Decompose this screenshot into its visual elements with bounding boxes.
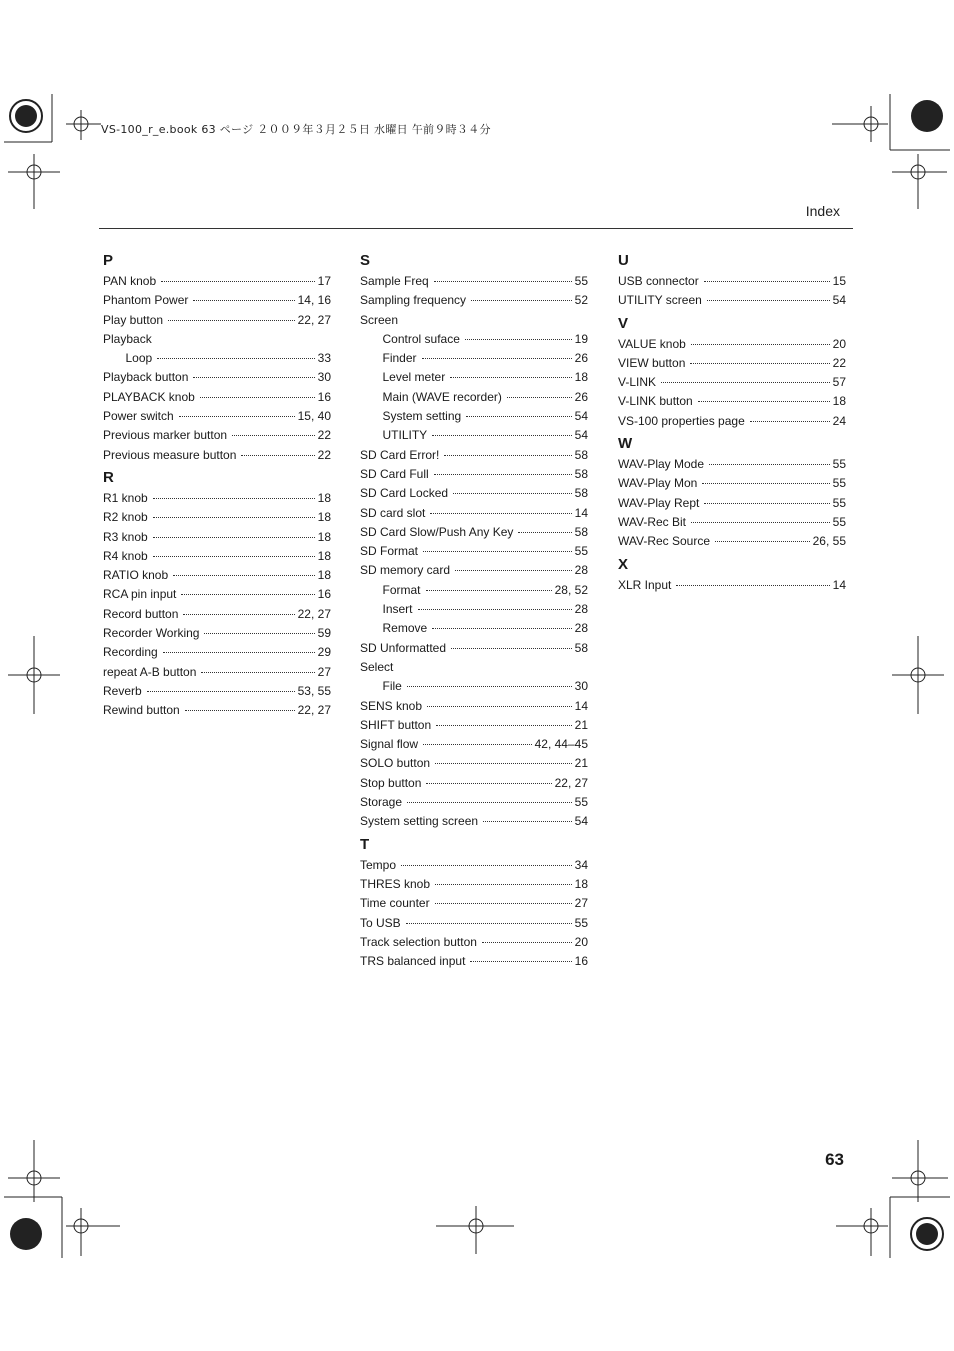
index-page-refs: 26 xyxy=(574,351,588,366)
dot-leader xyxy=(232,435,315,436)
index-page-refs: 55 xyxy=(832,495,846,510)
dot-leader xyxy=(715,541,810,542)
index-column-3 xyxy=(618,248,846,595)
index-page-refs: 24 xyxy=(832,413,846,428)
dot-leader xyxy=(157,358,314,359)
dot-leader xyxy=(709,464,830,465)
index-term: R2 knob xyxy=(103,510,148,525)
index-subentry xyxy=(360,619,588,638)
index-subentry xyxy=(360,677,588,696)
dot-leader xyxy=(436,725,571,726)
index-term: Recorder Working xyxy=(103,626,200,641)
index-term: VIEW button xyxy=(618,355,686,370)
index-page-refs: 34 xyxy=(574,857,588,872)
dot-leader xyxy=(153,498,315,499)
dot-leader xyxy=(434,474,572,475)
index-page-refs: 20 xyxy=(832,336,846,351)
index-term: SD Card Error! xyxy=(360,447,440,462)
index-entry xyxy=(103,407,331,426)
index-entry xyxy=(618,474,846,493)
index-page-refs: 29 xyxy=(317,645,331,660)
index-entry xyxy=(360,311,588,330)
dot-leader xyxy=(435,903,572,904)
index-page-refs: 26, 55 xyxy=(812,534,846,549)
index-entry xyxy=(360,484,588,503)
index-page-refs: 55 xyxy=(574,795,588,810)
index-term: Rewind button xyxy=(103,703,180,718)
index-page-refs: 14 xyxy=(832,577,846,592)
index-term: Tempo xyxy=(360,857,397,872)
index-page-refs: 22 xyxy=(317,428,331,443)
index-entry xyxy=(103,426,331,445)
index-entry xyxy=(103,605,331,624)
index-term: TRS balanced input xyxy=(360,954,466,969)
index-term: SD Card Full xyxy=(360,466,429,481)
dot-leader xyxy=(465,339,572,340)
dot-leader xyxy=(427,706,572,707)
index-term: WAV-Rec Bit xyxy=(618,514,687,529)
index-term: SHIFT button xyxy=(360,717,432,732)
index-entry xyxy=(360,933,588,952)
index-term: To USB xyxy=(360,915,401,930)
index-entry xyxy=(360,523,588,542)
index-term: SD card slot xyxy=(360,505,426,520)
index-page-refs: 58 xyxy=(574,524,588,539)
index-term: UTILITY xyxy=(382,428,428,443)
index-letter-heading: T xyxy=(360,835,370,853)
index-subentry xyxy=(360,581,588,600)
index-page-refs: 18 xyxy=(317,490,331,505)
index-term: SD Card Locked xyxy=(360,486,449,501)
index-term: VALUE knob xyxy=(618,336,686,351)
registration-mark-bottom-center xyxy=(436,1206,516,1256)
index-term: Main (WAVE recorder) xyxy=(382,389,502,404)
index-page-refs: 21 xyxy=(574,756,588,771)
dot-leader xyxy=(450,377,571,378)
index-entry xyxy=(618,513,846,532)
index-term: Time counter xyxy=(360,896,430,911)
index-term: V-LINK xyxy=(618,375,657,390)
dot-leader xyxy=(153,537,315,538)
index-page-refs: 22 xyxy=(832,355,846,370)
registration-mark-bottom-left xyxy=(4,1140,124,1260)
index-term: Control suface xyxy=(382,331,460,346)
index-term: Record button xyxy=(103,606,179,621)
dot-leader xyxy=(179,416,295,417)
index-page-refs: 16 xyxy=(574,954,588,969)
dot-leader xyxy=(185,710,295,711)
index-letter-heading: X xyxy=(618,555,629,573)
dot-leader xyxy=(690,363,829,364)
index-page-refs: 28, 52 xyxy=(554,582,588,597)
dot-leader xyxy=(426,590,552,591)
index-page-refs: 58 xyxy=(574,486,588,501)
index-entry xyxy=(618,354,846,373)
dot-leader xyxy=(455,570,572,571)
index-term: Phantom Power xyxy=(103,293,189,308)
index-term: Play button xyxy=(103,312,164,327)
index-term: V-LINK button xyxy=(618,394,693,409)
index-column-1 xyxy=(103,248,331,721)
index-entry xyxy=(103,368,331,387)
index-entry xyxy=(360,658,588,677)
index-page-refs: 59 xyxy=(317,626,331,641)
index-entry xyxy=(618,576,846,595)
dot-leader xyxy=(423,744,532,745)
index-term: System setting screen xyxy=(360,814,479,829)
index-term: Playback button xyxy=(103,370,189,385)
index-page-refs: 58 xyxy=(574,447,588,462)
index-term: System setting xyxy=(382,409,462,424)
dot-leader xyxy=(183,614,294,615)
index-page-refs: 55 xyxy=(574,274,588,288)
index-page-refs: 15 xyxy=(832,274,846,288)
index-page-refs: 28 xyxy=(574,602,588,617)
index-page-refs: 18 xyxy=(317,529,331,544)
index-entry xyxy=(360,914,588,933)
index-page-refs: 15, 40 xyxy=(297,409,331,424)
dot-leader xyxy=(432,435,571,436)
index-term: Stop button xyxy=(360,775,422,790)
index-entry xyxy=(103,682,331,701)
index-entry xyxy=(618,373,846,392)
index-term: Insert xyxy=(382,602,413,617)
index-term: Sample Freq xyxy=(360,274,429,288)
index-term: Select xyxy=(360,659,394,674)
index-entry xyxy=(360,856,588,875)
index-page-refs: 28 xyxy=(574,621,588,636)
registration-mark-mid-left xyxy=(4,636,64,716)
index-page-refs: 55 xyxy=(832,514,846,529)
dot-leader xyxy=(453,493,572,494)
index-term: Track selection button xyxy=(360,934,477,949)
index-subentry xyxy=(360,330,588,349)
dot-leader xyxy=(676,585,829,586)
index-page-refs: 18 xyxy=(317,568,331,583)
dot-leader xyxy=(698,401,830,402)
print-header: VS-100_r_e.book 63 ページ ２００９年３月２５日 水曜日 午前９時３４分 xyxy=(101,123,491,136)
index-page-refs: 27 xyxy=(317,664,331,679)
dot-leader xyxy=(482,942,572,943)
index-term: Recording xyxy=(103,645,158,660)
index-entry xyxy=(360,952,588,971)
index-page-refs: 22, 27 xyxy=(297,703,331,718)
index-term: Finder xyxy=(382,351,417,366)
index-letter-heading: U xyxy=(618,252,629,269)
index-entry xyxy=(618,291,846,310)
index-term: Signal flow xyxy=(360,737,419,752)
index-term: Playback xyxy=(103,331,152,346)
index-term: XLR Input xyxy=(618,577,672,592)
dot-leader xyxy=(418,609,572,610)
index-entry xyxy=(360,272,588,291)
index-term: Reverb xyxy=(103,683,142,698)
index-page-refs: 54 xyxy=(574,814,588,829)
index-term: VS-100 properties page xyxy=(618,413,745,428)
dot-leader xyxy=(423,551,572,552)
registration-mark-mid-right xyxy=(888,636,948,716)
index-entry xyxy=(360,735,588,754)
index-term: SD Card Slow/Push Any Key xyxy=(360,524,514,539)
index-page-refs: 55 xyxy=(832,457,846,472)
index-term: R1 knob xyxy=(103,490,148,505)
dot-leader xyxy=(407,686,572,687)
index-entry xyxy=(360,812,588,831)
index-page-refs: 33 xyxy=(317,351,331,366)
index-page-refs: 14, 16 xyxy=(297,293,331,308)
dot-leader xyxy=(704,281,830,282)
index-page-refs: 16 xyxy=(317,389,331,404)
dot-leader xyxy=(241,455,314,456)
index-term: PLAYBACK knob xyxy=(103,389,195,404)
index-entry xyxy=(360,793,588,812)
index-page-refs: 53, 55 xyxy=(297,683,331,698)
dot-leader xyxy=(153,517,315,518)
index-term: PAN knob xyxy=(103,274,157,288)
index-subentry xyxy=(103,349,331,368)
index-term: Previous marker button xyxy=(103,428,228,443)
index-page-refs: 18 xyxy=(317,548,331,563)
index-term: File xyxy=(382,679,402,694)
index-entry xyxy=(360,697,588,716)
index-entry xyxy=(360,875,588,894)
dot-leader xyxy=(661,382,830,383)
dot-leader xyxy=(707,300,830,301)
dot-leader xyxy=(173,575,315,576)
dot-leader xyxy=(691,522,830,523)
registration-crosshair xyxy=(66,110,106,150)
index-entry xyxy=(103,624,331,643)
index-page-refs: 54 xyxy=(832,293,846,308)
index-term: Previous measure button xyxy=(103,447,237,462)
dot-leader xyxy=(193,377,314,378)
index-entry xyxy=(103,643,331,662)
index-page-refs: 58 xyxy=(574,640,588,655)
index-page-refs: 55 xyxy=(574,544,588,559)
index-entry xyxy=(103,311,331,330)
index-page-refs: 18 xyxy=(574,370,588,385)
index-term: SENS knob xyxy=(360,698,423,713)
index-entry xyxy=(618,532,846,551)
index-page-refs: 52 xyxy=(574,293,588,308)
index-page-refs: 22, 27 xyxy=(554,775,588,790)
index-page-refs: 14 xyxy=(574,698,588,713)
index-page-refs: 20 xyxy=(574,934,588,949)
dot-leader xyxy=(470,961,571,962)
index-subentry xyxy=(360,426,588,445)
index-entry xyxy=(103,446,331,465)
index-page-refs: 30 xyxy=(317,370,331,385)
index-term: SOLO button xyxy=(360,756,431,771)
page-number: 63 xyxy=(825,1150,844,1169)
index-page-refs: 18 xyxy=(832,394,846,409)
index-entry xyxy=(618,392,846,411)
index-term: SD Unformatted xyxy=(360,640,447,655)
dot-leader xyxy=(200,397,315,398)
dot-leader xyxy=(422,358,572,359)
index-entry xyxy=(360,504,588,523)
index-entry xyxy=(360,639,588,658)
index-entry xyxy=(103,291,331,310)
index-column-2 xyxy=(360,248,588,971)
index-subentry xyxy=(360,388,588,407)
index-page-refs: 19 xyxy=(574,331,588,346)
registration-mark-bottom-right xyxy=(832,1140,952,1260)
index-entry xyxy=(360,754,588,773)
index-term: Level meter xyxy=(382,370,446,385)
index-page-refs: 16 xyxy=(317,587,331,602)
index-entry xyxy=(103,330,331,349)
index-letter-heading: W xyxy=(618,435,633,453)
index-page-refs: 14 xyxy=(574,505,588,520)
dot-leader xyxy=(406,923,572,924)
index-page-refs: 27 xyxy=(574,896,588,911)
dot-leader xyxy=(426,783,551,784)
index-page-refs: 18 xyxy=(317,510,331,525)
registration-mark-top-right xyxy=(832,94,952,214)
index-page-refs: 22 xyxy=(317,447,331,462)
dot-leader xyxy=(163,652,315,653)
dot-leader xyxy=(430,513,571,514)
dot-leader xyxy=(161,281,315,282)
index-page-refs: 57 xyxy=(832,375,846,390)
index-entry xyxy=(103,489,331,508)
index-entry xyxy=(618,335,846,354)
index-entry xyxy=(103,566,331,585)
index-page-refs: 55 xyxy=(832,476,846,491)
dot-leader xyxy=(181,594,314,595)
index-subentry xyxy=(360,349,588,368)
index-entry xyxy=(360,542,588,561)
index-entry xyxy=(103,508,331,527)
dot-leader xyxy=(193,300,294,301)
index-term: SD memory card xyxy=(360,563,451,578)
index-term: UTILITY screen xyxy=(618,293,702,308)
dot-leader xyxy=(451,648,572,649)
index-subentry xyxy=(360,600,588,619)
index-term: Loop xyxy=(125,351,153,366)
dot-leader xyxy=(702,483,829,484)
index-term: USB connector xyxy=(618,274,699,288)
index-entry xyxy=(103,663,331,682)
index-page-refs: 55 xyxy=(574,915,588,930)
index-entry xyxy=(618,494,846,513)
index-page-refs: 28 xyxy=(574,563,588,578)
index-page-refs: 22, 27 xyxy=(297,606,331,621)
index-term: R4 knob xyxy=(103,548,148,563)
index-term: WAV-Rec Source xyxy=(618,534,711,549)
dot-leader xyxy=(435,884,572,885)
index-term: THRES knob xyxy=(360,876,431,891)
index-entry xyxy=(103,585,331,604)
index-letter-heading: V xyxy=(618,314,629,332)
index-term: WAV-Play Mon xyxy=(618,476,698,491)
index-term: RATIO knob xyxy=(103,568,169,583)
dot-leader xyxy=(147,691,295,692)
index-term: Format xyxy=(382,582,421,597)
index-letter-heading: P xyxy=(103,252,114,269)
dot-leader xyxy=(168,320,295,321)
index-term: Remove xyxy=(382,621,428,636)
dot-leader xyxy=(691,344,830,345)
index-entry xyxy=(103,272,331,291)
index-entry xyxy=(360,446,588,465)
index-page-refs: 18 xyxy=(574,876,588,891)
index-term: Storage xyxy=(360,795,403,810)
dot-leader xyxy=(750,421,830,422)
index-term: SD Format xyxy=(360,544,419,559)
dot-leader xyxy=(153,556,315,557)
index-term: WAV-Play Rept xyxy=(618,495,700,510)
index-page-refs: 58 xyxy=(574,466,588,481)
index-page-refs: 30 xyxy=(574,679,588,694)
index-entry xyxy=(360,894,588,913)
index-term: Screen xyxy=(360,312,399,327)
index-term: R3 knob xyxy=(103,529,148,544)
index-entry xyxy=(360,716,588,735)
index-subentry xyxy=(360,368,588,387)
index-entry xyxy=(618,455,846,474)
index-entry xyxy=(618,272,846,291)
dot-leader xyxy=(507,397,572,398)
dot-leader xyxy=(704,503,829,504)
index-letter-heading: S xyxy=(360,252,371,269)
index-term: RCA pin input xyxy=(103,587,177,602)
dot-leader xyxy=(407,802,572,803)
index-entry xyxy=(103,547,331,566)
index-page-refs: 17 xyxy=(317,274,331,288)
dot-leader xyxy=(204,633,314,634)
index-letter-heading: R xyxy=(103,468,114,486)
index-term: Power switch xyxy=(103,409,174,424)
index-entry xyxy=(360,774,588,793)
index-page-refs: 54 xyxy=(574,409,588,424)
index-entry xyxy=(360,291,588,310)
index-entry xyxy=(103,701,331,720)
index-page-refs: 21 xyxy=(574,717,588,732)
index-entry xyxy=(618,412,846,431)
index-subentry xyxy=(360,407,588,426)
dot-leader xyxy=(466,416,571,417)
dot-leader xyxy=(401,865,572,866)
index-entry xyxy=(103,528,331,547)
dot-leader xyxy=(518,532,571,533)
index-page-refs: 26 xyxy=(574,389,588,404)
index-page-refs: 22, 27 xyxy=(297,312,331,327)
dot-leader xyxy=(483,821,572,822)
dot-leader xyxy=(471,300,572,301)
index-entry xyxy=(103,388,331,407)
dot-leader xyxy=(434,281,572,282)
dot-leader xyxy=(432,628,571,629)
index-term: Sampling frequency xyxy=(360,293,467,308)
index-entry xyxy=(360,561,588,580)
header-rule xyxy=(99,228,853,229)
dot-leader xyxy=(435,763,572,764)
index-page-refs: 42, 44–45 xyxy=(534,737,588,752)
section-title: Index xyxy=(805,203,840,219)
index-entry xyxy=(360,465,588,484)
index-term: repeat A-B button xyxy=(103,664,197,679)
index-term: WAV-Play Mode xyxy=(618,457,705,472)
index-page-refs: 54 xyxy=(574,428,588,443)
dot-leader xyxy=(444,455,571,456)
dot-leader xyxy=(201,672,314,673)
